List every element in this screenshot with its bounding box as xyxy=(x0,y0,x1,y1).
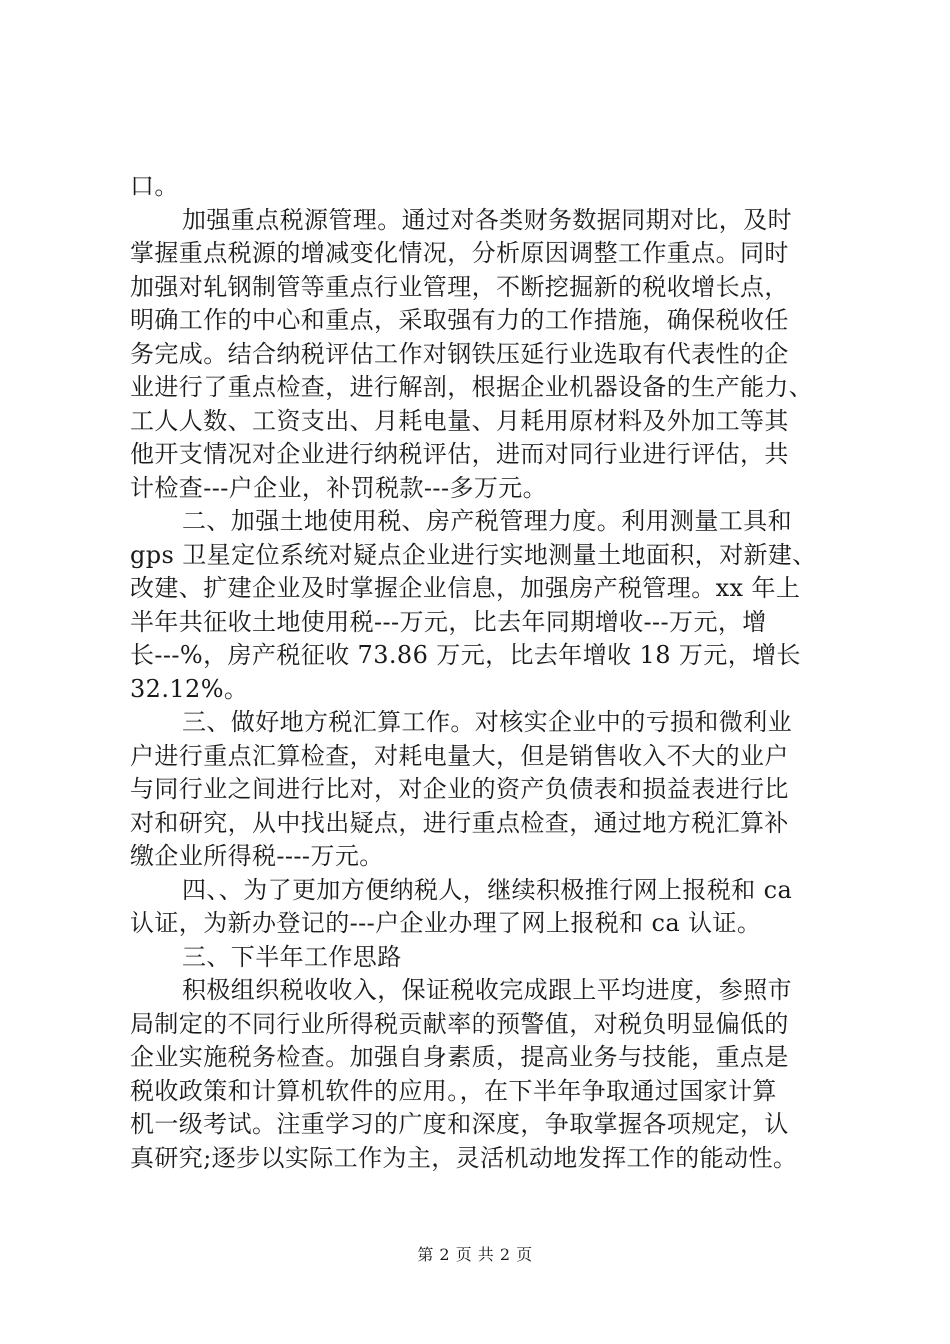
text-line: 三、下半年工作思路 xyxy=(182,942,402,971)
text-line: 机一级考试。注重学习的广度和深度，争取掌握各项规定，认 xyxy=(130,1110,789,1138)
text-line: 32.12%。 xyxy=(130,674,249,703)
text-line: 真研究;逐步以实际工作为主，灵活机动地发挥工作的能动性。 xyxy=(130,1143,798,1172)
text-line: 二、加强土地使用税、房产税管理力度。利用测量工具和 xyxy=(182,507,792,535)
text-line: 工人人数、工资支出、月耗电量、月耗用原材料及外加工等其 xyxy=(130,406,789,435)
page-footer: 第 2 页 共 2 页 xyxy=(417,1245,533,1264)
text-line: 明确工作的中心和重点，采取强有力的工作措施，确保税收任 xyxy=(130,306,789,334)
text-line: 长---%，房产税征收 73.86 万元，比去年增收 18 万元，增长 xyxy=(130,641,801,669)
text-line: 掌握重点税源的增减变化情况，分析原因调整工作重点。同时 xyxy=(130,239,789,267)
text-line: 四、、为了更加方便纳税人，继续积极推行网上报税和 ca xyxy=(182,875,793,904)
text-line: 他开支情况对企业进行纳税评估，进而对同行业进行评估，共 xyxy=(130,440,789,468)
text-line: 局制定的不同行业所得税贡献率的预警值，对税负明显偏低的 xyxy=(130,1009,789,1038)
text-line: 对和研究，从中找出疑点，进行重点检查，通过地方税汇算补 xyxy=(130,808,789,837)
text-line: 三、做好地方税汇算工作。对核实企业中的亏损和微利业 xyxy=(182,708,792,736)
text-line: 加强对轧钢制管等重点行业管理，不断挖掘新的税收增长点， xyxy=(130,272,789,301)
text-line: 业进行了重点检查，进行解剖，根据企业机器设备的生产能力、 xyxy=(130,373,814,401)
text-line: 积极组织税收收入，保证税收完成跟上平均进度，参照市 xyxy=(182,976,792,1004)
text-line: gps 卫星定位系统对疑点企业进行实地测量土地面积，对新建、 xyxy=(130,540,817,569)
text-line: 认证，为新办登记的---户企业办理了网上报税和 ca 认证。 xyxy=(130,909,762,937)
text-line: 户进行重点汇算检查，对耗电量大，但是销售收入不大的业户 xyxy=(130,741,789,770)
text-line: 计检查---户企业，补罚税款---多万元。 xyxy=(130,473,548,502)
document-body xyxy=(130,170,830,1175)
text-line: 口。 xyxy=(130,172,179,200)
text-line: 加强重点税源管理。通过对各类财务数据同期对比，及时 xyxy=(182,205,792,234)
text-line: 与同行业之间进行比对，对企业的资产负债表和损益表进行比 xyxy=(130,775,789,803)
text-line: 税收政策和计算机软件的应用。，在下半年争取通过国家计算 xyxy=(130,1076,777,1105)
text-line: 半年共征收土地使用税---万元，比去年同期增收---万元，增 xyxy=(130,607,767,636)
text-line: 务完成。结合纳税评估工作对钢铁压延行业选取有代表性的企 xyxy=(130,339,789,368)
text-line: 缴企业所得税----万元。 xyxy=(130,842,384,870)
text-line: 改建、扩建企业及时掌握企业信息，加强房产税管理。xx 年上 xyxy=(130,574,801,602)
text-line: 企业实施税务检查。加强自身素质，提高业务与技能，重点是 xyxy=(130,1043,789,1071)
